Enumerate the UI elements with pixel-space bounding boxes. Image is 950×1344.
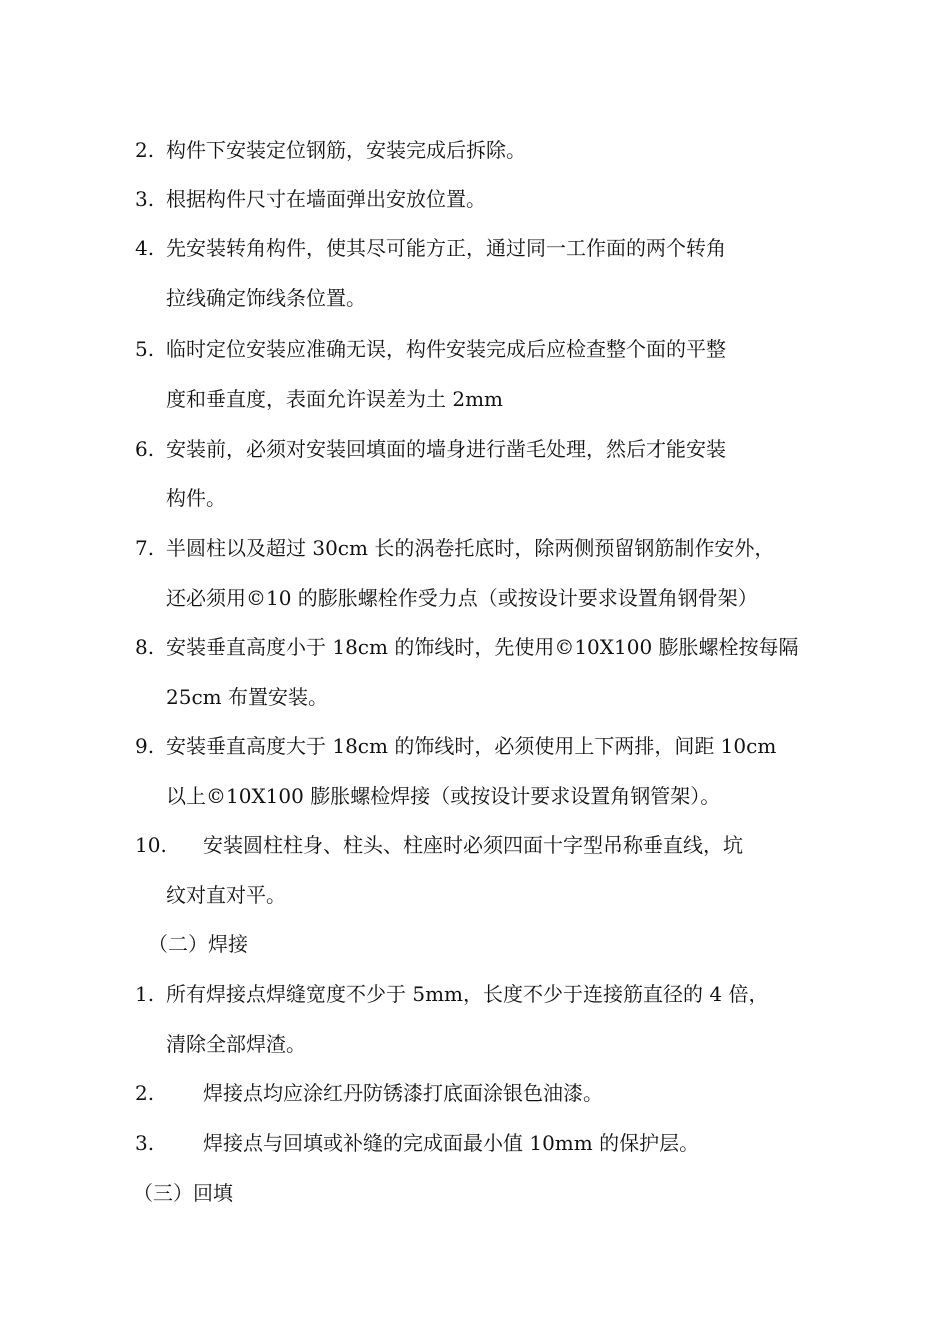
item-continuation-text: 25cm 布置安装。 <box>166 685 328 709</box>
item-number: 3. <box>135 1131 155 1155</box>
item-continuation-text: 清除全部焊渣。 <box>166 1032 306 1056</box>
item-number: 9. <box>135 734 155 758</box>
item-text: 安装垂直高度大于 18cm 的饰线时，必须使用上下两排，间距 10cm <box>166 734 777 758</box>
item-continuation-text: 纹对直对平。 <box>166 883 286 907</box>
item-text: 根据构件尺寸在墙面弹出安放位置。 <box>166 187 486 211</box>
item-text: 安装前，必须对安装回填面的墙身进行凿毛处理，然后才能安装 <box>166 437 726 461</box>
item-text: 半圆柱以及超过 30cm 长的涡卷托底时，除两侧预留钢筋制作安外， <box>166 536 775 560</box>
item-continuation-text: 以上©10X100 膨胀螺检焊接（或按设计要求设置角钢管架）。 <box>166 784 721 808</box>
item-continuation-text: 还必须用©10 的膨胀螺栓作受力点（或按设计要求设置角钢骨架） <box>166 586 758 610</box>
item-text: 安装圆柱柱身、柱头、柱座时必须四面十字型吊称垂直线，坑 <box>203 833 743 857</box>
item-number: 7. <box>135 536 155 560</box>
item-text: 构件下安装定位钢筋，安装完成后拆除。 <box>166 138 526 162</box>
item-continuation-text: 构件。 <box>166 486 226 510</box>
item-number: 3. <box>135 187 155 211</box>
section-heading-text: （三）回填 <box>133 1181 233 1205</box>
item-number: 10. <box>135 833 167 857</box>
item-number: 2. <box>135 138 155 162</box>
item-number: 1. <box>135 982 155 1006</box>
item-number: 8. <box>135 635 155 659</box>
item-text: 焊接点与回填或补缝的完成面最小值 10mm 的保护层。 <box>203 1131 700 1155</box>
item-number: 2. <box>135 1081 155 1105</box>
item-text: 所有焊接点焊缝宽度不少于 5mm，长度不少于连接筋直径的 4 倍， <box>166 982 769 1006</box>
item-text: 临时定位安装应准确无误，构件安装完成后应检查整个面的平整 <box>166 337 726 361</box>
item-number: 5. <box>135 337 155 361</box>
item-continuation-text: 拉线确定饰线条位置。 <box>166 286 366 310</box>
item-text: 先安装转角构件，使其尽可能方正，通过同一工作面的两个转角 <box>166 236 726 260</box>
item-continuation-text: 度和垂直度，表面允许误差为土 2mm <box>166 387 504 411</box>
item-number: 4. <box>135 236 155 260</box>
section-heading-text: （二）焊接 <box>148 932 248 956</box>
item-text: 安装垂直高度小于 18cm 的饰线时，先使用©10X100 膨胀螺栓按每隔 <box>166 635 799 659</box>
item-number: 6. <box>135 437 155 461</box>
item-text: 焊接点均应涂红丹防锈漆打底面涂银色油漆。 <box>203 1081 603 1105</box>
